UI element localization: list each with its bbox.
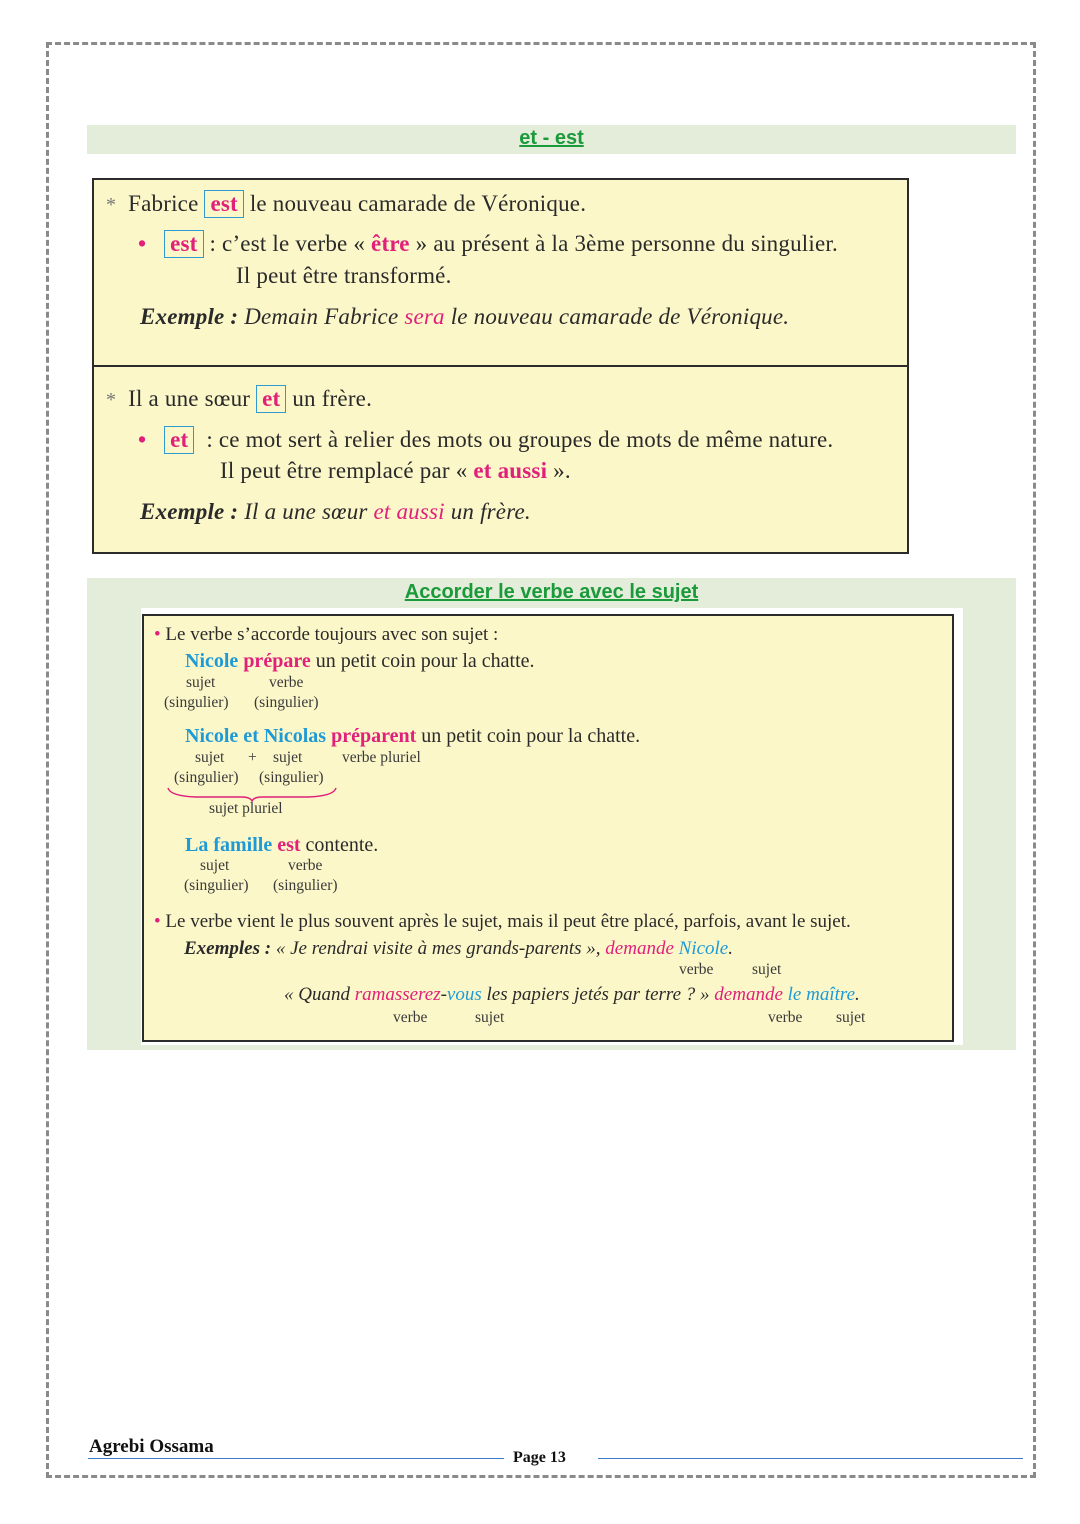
- label-sujet: sujet: [475, 1009, 505, 1026]
- label-sujet: sujet: [186, 674, 216, 691]
- bullet-icon: •: [138, 231, 147, 256]
- footer-author: Agrebi Ossama: [89, 1436, 214, 1457]
- rule-box-accord: [142, 614, 954, 1042]
- label-singulier: (singulier): [164, 694, 229, 711]
- example-2: Nicole et Nicolas préparent un petit coin pour la chatte.: [185, 725, 641, 747]
- label-sujet: sujet: [836, 1009, 866, 1026]
- explanation-est-line2: Il peut être transformé.: [236, 263, 452, 288]
- bullet-icon: •: [154, 911, 161, 932]
- highlight-et: et: [164, 426, 194, 454]
- section-title-accord: Accorder le verbe avec le sujet: [404, 581, 699, 603]
- footer-divider: [88, 1458, 504, 1459]
- label-singulier: (singulier): [184, 877, 249, 894]
- explanation-et-line2: Il peut être remplacé par « et aussi ».: [220, 458, 571, 483]
- label-sujet: sujet: [200, 857, 230, 874]
- label-singulier: (singulier): [259, 769, 324, 786]
- bullet-icon: •: [138, 427, 147, 452]
- example-est: Exemple : Demain Fabrice sera le nouveau camarade de Véronique.: [140, 304, 790, 329]
- label-sujet: sujet: [273, 749, 303, 766]
- example-3: La famille est contente.: [185, 834, 379, 856]
- section-et-est-band: [87, 125, 1016, 154]
- label-singulier: (singulier): [174, 769, 239, 786]
- example-1: Nicole prépare un petit coin pour la chatte.: [185, 650, 535, 672]
- explanation-et: • et : ce mot sert à relier des mots ou groupes de mots de même nature.: [138, 427, 834, 452]
- section-title-et-est: et - est: [519, 127, 584, 149]
- rule-accord-sujet: • Le verbe s’accorde toujours avec son sujet :: [154, 624, 499, 645]
- example-sentence-et: * Il a une sœur et un frère.: [106, 386, 373, 411]
- highlight-est: est: [204, 190, 243, 218]
- explanation-est: • est : c’est le verbe « être » au présent à la 3ème personne du singulier.: [138, 231, 838, 256]
- label-sujet: sujet: [195, 749, 225, 766]
- rule-box-et: [92, 365, 909, 554]
- example-et: Exemple : Il a une sœur et aussi un frère.: [140, 499, 531, 524]
- example-4: Exemples : « Je rendrai visite à mes grands-parents », demande Nicole.: [184, 938, 733, 959]
- highlight-est: est: [164, 230, 203, 258]
- label-verbe: verbe: [269, 674, 304, 691]
- page-number: Page 13: [513, 1449, 566, 1466]
- label-verbe: verbe: [288, 857, 323, 874]
- example-sentence-est: * Fabrice est le nouveau camarade de Véronique.: [106, 191, 587, 216]
- label-sujet: sujet: [752, 961, 782, 978]
- example-5: « Quand ramasserez-vous les papiers jetés par terre ? » demande le maître.: [284, 984, 860, 1005]
- rule-box-est: [92, 178, 909, 367]
- label-verbe: verbe: [393, 1009, 428, 1026]
- rule-position-verbe: • Le verbe vient le plus souvent après le sujet, mais il peut être placé, parfois, avant le sujet.: [154, 911, 851, 932]
- bullet-icon: •: [154, 624, 161, 645]
- footer-divider: [598, 1458, 1023, 1459]
- label-verbe: verbe: [679, 961, 714, 978]
- highlight-et: et: [256, 385, 286, 413]
- label-singulier: (singulier): [273, 877, 338, 894]
- label-singulier: (singulier): [254, 694, 319, 711]
- label-sujet-pluriel: sujet pluriel: [209, 800, 283, 817]
- label-verbe-pluriel: verbe pluriel: [342, 749, 421, 766]
- label-verbe: verbe: [768, 1009, 803, 1026]
- label-plus: +: [248, 749, 257, 766]
